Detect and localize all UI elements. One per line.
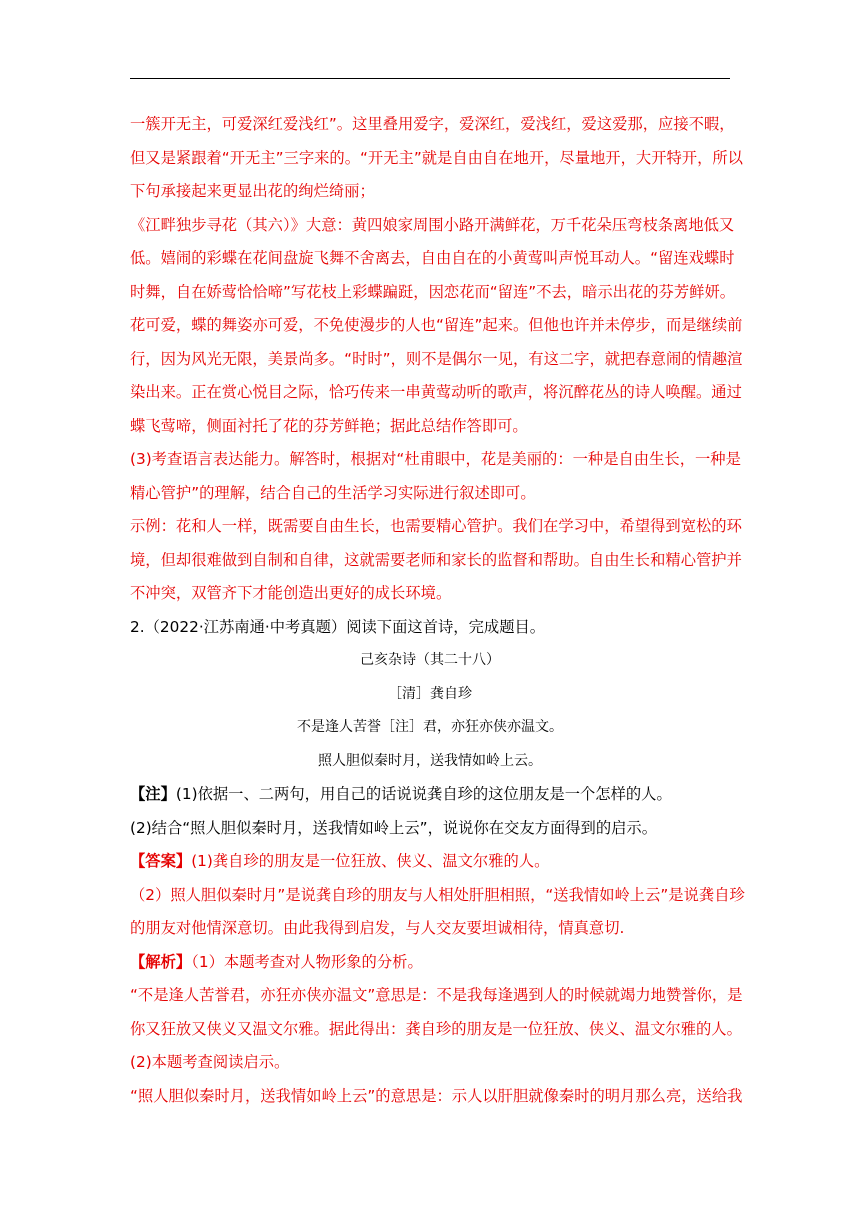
- line-text: ［清］龚自珍: [388, 685, 472, 702]
- line-text: 的朋友对他情深意切。由此我得到启发，与人交友要坦诚相待，情真意切.: [130, 919, 625, 937]
- text-line: [130, 209, 735, 243]
- line-text: (2)本题考查阅读启示。: [130, 1053, 290, 1071]
- line-text: 时舞，自在娇莺恰恰啼”写花枝上彩蝶蹁跹，因恋花而“留连”不去，暗示出花的芬芳鲜妍。: [130, 282, 736, 301]
- line-text: “照人胆似秦时月，送我情如岭上云”的意思是：示人以肝胆就像秦时的明月那么亮，送给我: [130, 1086, 743, 1105]
- text-line: [130, 778, 730, 812]
- line-text: 低。嬉闹的彩蝶在花间盘旋飞舞不舍离去，自由自在的小黄莺叫声悦耳动人。“留连戏蝶时: [130, 249, 735, 267]
- line-text: (3)考查语言表达能力。解答时，根据对“杜甫眼中，花是美丽的：一种是自由生长，一种是: [130, 450, 741, 468]
- line-text: 境，但却很难做到自制和自律，这就需要老师和家长的监督和帮助。自由生长和精心管护并: [130, 550, 742, 569]
- text-line: [130, 611, 730, 645]
- text-line: [130, 175, 730, 209]
- line-text: “不是逢人苦誉君，亦狂亦侠亦温文”意思是：不是我每逢遇到人的时候就竭力地赞誉你，是: [130, 986, 743, 1004]
- header-rule: [130, 78, 730, 79]
- line-text: 精心管护”的理解，结合自己的生活学习实际进行叙述即可。: [130, 483, 536, 502]
- line-text: 己亥杂诗（其二十八）: [360, 652, 500, 668]
- line-text: 花可爱，蝶的舞姿亦可爱，不免使漫步的人也“留连”起来。但他也许并未停步，而是继续前: [130, 316, 743, 334]
- line-text: 但又是紧跟着“开无主”三字来的。“开无主”就是自由自在地开，尽量地开，大开特开，所以: [130, 148, 743, 167]
- text-line: [130, 812, 730, 846]
- text-line: [130, 276, 736, 310]
- line-text: 染出来。正在赏心悦目之际，恰巧传来一串黄莺动听的歌声，将沉醉花丛的诗人唤醒。通过: [130, 383, 742, 401]
- text-line: [130, 879, 745, 913]
- text-line: [130, 376, 742, 410]
- line-text: (1)依据一、二两句，用自己的话说说龚自珍的这位朋友是一个怎样的人。: [175, 785, 672, 803]
- line-text: 《江畔独步寻花（其六）》大意：黄四娘家周围小路开满鲜花，万千花朵压弯枝条离地低又: [130, 215, 735, 234]
- text-line: [130, 577, 730, 611]
- line-text: (2)结合“照人胆似秦时月，送我情如岭上云”，说说你在交友方面得到的启示。: [130, 818, 658, 837]
- text-line: [130, 912, 730, 946]
- section-label: 【答案】: [130, 852, 192, 870]
- line-text: 2.（2022·江苏南通·中考真题）阅读下面这首诗，完成题目。: [130, 617, 546, 636]
- text-line: [130, 108, 735, 142]
- line-text: 下句承接起来更显出花的绚烂绮丽；: [130, 182, 375, 200]
- text-line: [130, 745, 730, 779]
- line-text: (1)龚自珍的朋友是一位狂放、侠义、温文尔雅的人。: [191, 852, 550, 870]
- text-line: [130, 242, 735, 276]
- line-text: 照人胆似秦时月，送我情如岭上云。: [318, 752, 542, 769]
- line-text: 不是逢人苦誉［注］君，亦狂亦侠亦温文。: [297, 719, 563, 735]
- text-line: [130, 1046, 730, 1080]
- text-line: [130, 309, 743, 343]
- line-text: （1）本题考查对人物形象的分析。: [191, 952, 423, 971]
- section-label: 【解析】: [130, 952, 192, 971]
- text-line: [130, 711, 730, 745]
- line-text: 一簇开无主，可爱深红爱浅红”。这里叠用爱字，爱深红，爱浅红，爱这爱那，应接不暇，: [130, 115, 735, 133]
- text-line: [130, 410, 730, 444]
- line-text: 蝶飞莺啼，侧面衬托了花的芬芳鲜艳；据此总结作答即可。: [130, 416, 528, 435]
- text-line: [130, 510, 742, 544]
- document-body: [130, 108, 745, 1113]
- text-line: [130, 142, 743, 176]
- text-line: [130, 946, 730, 980]
- line-text: （2）照人胆似秦时月”是说龚自珍的朋友与人相处肝胆相照，“送我情如岭上云”是说龚自珍: [130, 885, 745, 904]
- text-line: [130, 644, 730, 678]
- text-line: [130, 1013, 742, 1047]
- line-text: 你又狂放又侠义又温文尔雅。据此得出：龚自珍的朋友是一位狂放、侠义、温文尔雅的人。: [130, 1019, 742, 1038]
- text-line: [130, 979, 743, 1013]
- text-line: [130, 343, 743, 377]
- line-text: 不冲突，双管齐下才能创造出更好的成长环境。: [130, 584, 452, 602]
- line-text: 示例：花和人一样，既需要自由生长，也需要精心管护。我们在学习中，希望得到宽松的环: [130, 517, 742, 535]
- text-line: [130, 678, 730, 712]
- text-line: [130, 477, 730, 511]
- line-text: 行，因为风光无限，美景尚多。“时时”，则不是偶尔一见，有这二字，就把春意闹的情趣渲: [130, 349, 743, 368]
- text-line: [130, 1080, 743, 1114]
- section-label: 【注】: [130, 785, 176, 803]
- text-line: [130, 443, 741, 477]
- text-line: [130, 845, 730, 879]
- text-line: [130, 544, 742, 578]
